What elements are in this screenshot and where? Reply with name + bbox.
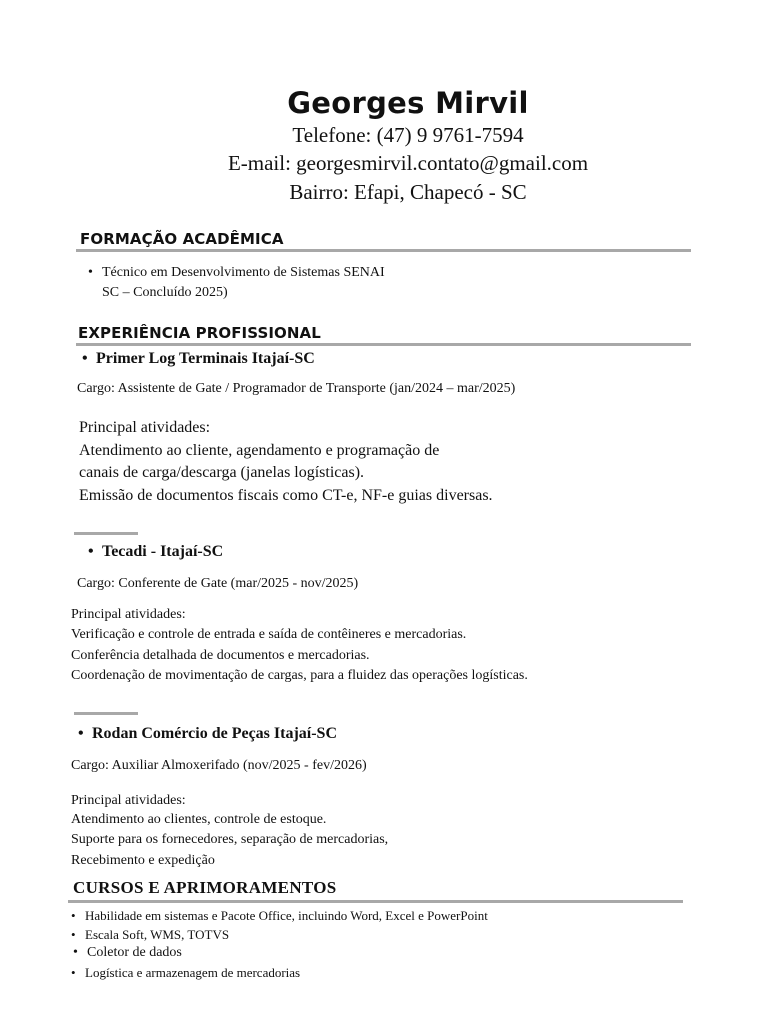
course-item-3 (73, 945, 182, 961)
education-title: FORMAÇÃO ACADÊMICA (80, 230, 284, 248)
job-activity-1-3: Emissão de documentos fiscais como CT-e, NF-e guias diversas. (79, 487, 493, 504)
job-activity-2-2: Conferência detalhada de documentos e mercadorias. (71, 648, 370, 663)
course-item-3-text: Coletor de dados (87, 945, 182, 960)
courses-rule (68, 900, 683, 903)
experience-title: EXPERIÊNCIA PROFISSIONAL (78, 324, 321, 342)
job-activities-label-2: Principal atividades: (71, 607, 186, 622)
job-separator-1 (74, 532, 138, 535)
job-activity-3-1: Atendimento ao clientes, controle de estoque. (71, 812, 327, 827)
candidate-name: Georges Mirvil (287, 86, 529, 120)
bullet-icon: • (73, 945, 78, 960)
bullet-icon: • (82, 350, 88, 367)
job-activity-2-1: Verificação e controle de entrada e saída de contêineres e mercadorias. (71, 627, 467, 642)
job-activity-2-3: Coordenação de movimentação de cargas, para a fluidez das operações logísticas. (71, 668, 528, 683)
email: E-mail: georgesmirvil.contato@gmail.com (227, 151, 589, 175)
course-item-4-text: Logística e armazenagem de mercadorias (85, 965, 301, 980)
job-activity-1-1: Atendimento ao cliente, agendamento e programação de (79, 442, 440, 459)
job-title-2 (88, 543, 223, 561)
bullet-icon: • (71, 927, 76, 942)
phone: Telefone: (47) 9 9761-7594 (292, 123, 524, 147)
job-activities-label-1: Principal atividades: (79, 419, 211, 436)
course-item-1 (71, 908, 488, 924)
job-cargo-2: Cargo: Conferente de Gate (mar/2025 - nov/2025) (77, 576, 359, 591)
job-title-3 (78, 725, 337, 743)
bullet-icon: • (78, 725, 84, 742)
job-company-3: Rodan Comércio de Peças Itajaí-SC (92, 725, 338, 742)
bullet-icon: • (88, 265, 93, 280)
education-item (88, 265, 385, 281)
course-item-4 (71, 965, 300, 981)
job-company-1: Primer Log Terminais Itajaí-SC (96, 350, 315, 367)
job-activity-3-2: Suporte para os fornecedores, separação de mercadorias, (71, 832, 389, 847)
course-item-2 (71, 927, 229, 943)
bullet-icon: • (88, 543, 94, 560)
education-item-line2: SC – Concluído 2025) (102, 285, 228, 300)
address: Bairro: Efapi, Chapecó - SC (289, 180, 527, 204)
job-activity-3-3: Recebimento e expedição (71, 853, 215, 868)
job-activity-1-2: canais de carga/descarga (janelas logísticas). (79, 464, 365, 481)
bullet-icon: • (71, 908, 76, 923)
course-item-1-text: Habilidade em sistemas e Pacote Office, incluindo Word, Excel e PowerPoint (85, 908, 488, 923)
experience-rule (76, 343, 691, 346)
job-title-1 (82, 350, 315, 368)
job-cargo-3: Cargo: Auxiliar Almoxerifado (nov/2025 - fev/2026) (71, 758, 367, 773)
bullet-icon: • (71, 965, 76, 980)
job-activities-label-3: Principal atividades: (71, 793, 186, 808)
education-item-line1: Técnico em Desenvolvimento de Sistemas SENAI (102, 265, 385, 280)
job-company-2: Tecadi - Itajaí-SC (102, 543, 224, 560)
job-separator-2 (74, 712, 138, 715)
job-cargo-1: Cargo: Assistente de Gate / Programador de Transporte (jan/2024 – mar/2025) (77, 381, 516, 396)
courses-title: CURSOS E APRIMORAMENTOS (73, 878, 337, 897)
education-rule (76, 249, 691, 252)
course-item-2-text: Escala Soft, WMS, TOTVS (85, 927, 230, 942)
